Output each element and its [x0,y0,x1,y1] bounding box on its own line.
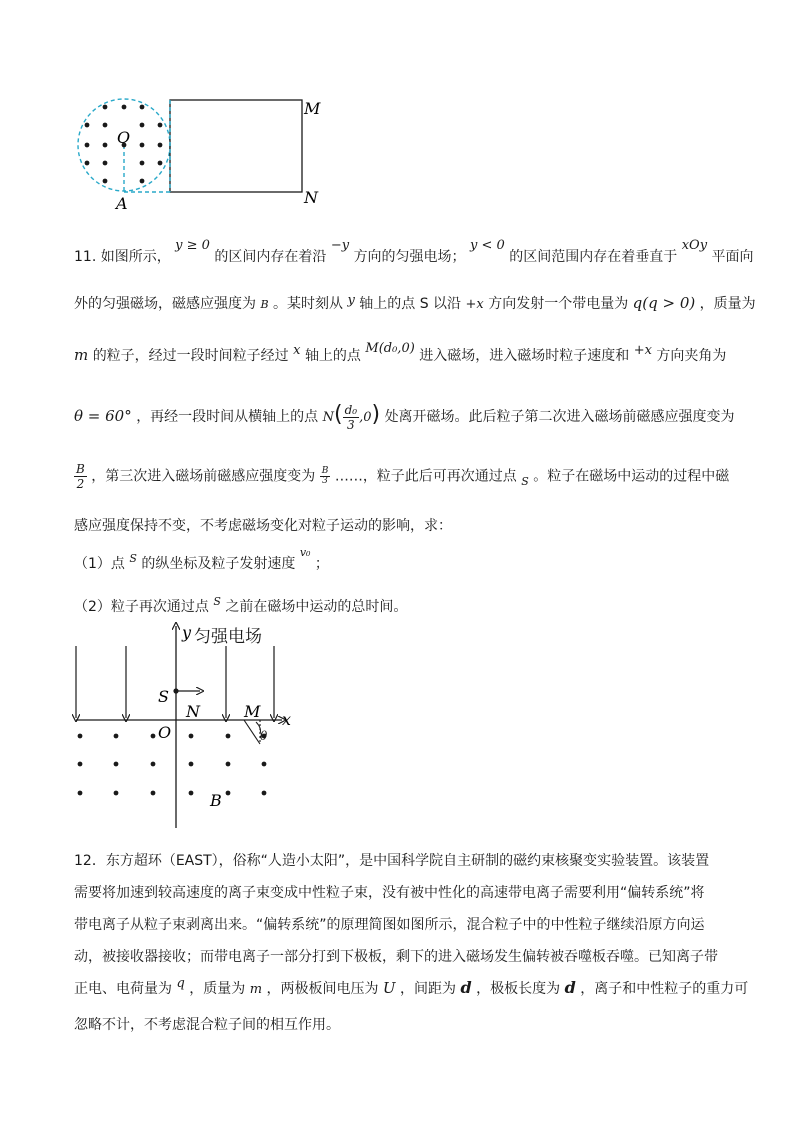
figure-1-magnetic-circle [70,92,340,217]
label-O: O [117,128,131,147]
q12-line-5: 正电、电荷量为 q ，质量为 m ，两极板间电压为 U ，间距为 d ，极板长度为 d ，离子和中性粒子的重力可 [74,976,749,997]
label-M: M [244,702,261,721]
fraction-B-over-3: $\frac{B}{3}$ [321,466,329,486]
label-B: B [210,791,222,810]
q11-line-1: 11. 如图所示， y ≥ 0 的区间内存在着沿 −y 方向的匀强电场； y < 0 的区间范围内存在着垂直于 xOy 平面向 [74,238,754,265]
label-theta: θ [260,729,268,743]
q11-part-2: （2）粒子再次通过点 $^S$ 之前在磁场中运动的总时间。 [74,595,408,615]
rectangle-region [170,100,302,192]
q12-line-2: 需要将加速到较高速度的离子束变成中性粒子束，没有被中性化的高速带电离子需要利用“偏转系统”将 [74,885,705,901]
label-S: S [158,687,169,706]
magnetic-field-dots [78,734,267,796]
label-N: N [186,702,200,721]
label-O: O [158,723,172,742]
q12-line-6: 忽略不计，不考虑混合粒子间的相互作用。 [74,1017,340,1033]
q11-number: 11. [74,249,97,265]
q11-line-3: m 的粒子，经过一段时间粒子经过 x 轴上的点 M(d₀,0) 进入磁场，进入磁场时粒子速度和 +x 方向夹角为 [74,341,727,364]
q11-line-4: θ = 60° ，再经一段时间从横轴上的点 N( $\frac{\text{d₀}}{3}$ ,0) 处离开磁场。此后粒子第二次进入磁场前磁感应强度变为 [74,402,735,432]
label-A: A [116,194,128,213]
label-electric-field: 匀强电场 [194,627,262,647]
figure-2-field-diagram [60,616,320,836]
label-y: y [182,623,192,642]
q11-line-2: 外的匀强磁场，磁感应强度为 B 。某时刻从 y 轴上的点 S 以沿 +x 方向发射一个带电量为 q(q > 0) ，质量为 [74,293,756,312]
label-M: M [304,99,321,118]
fraction-B-over-2: $\frac{B}{2}$ [76,462,85,491]
q11-line-6: 感应强度保持不变，不考虑磁场变化对粒子运动的影响，求： [74,518,452,534]
q12-line-4: 动，被接收器接收；而带电离子一部分打到下极板，剩下的进入磁场发生偏转被吞噬板吞噬。已知离子带 [74,949,718,965]
q12-line-1: 12．东方超环（EAST），俗称“人造小太阳”，是中国科学院自主研制的磁约束核聚变实验装置。该装置 [74,853,710,869]
q11-part-1: （1）点 $^S$ 的纵坐标及粒子发射速度 $^{v_0}$ ； [74,546,329,572]
fraction-d0-over-3: $\frac{\text{d₀}}{3}$ [344,402,358,432]
q11-line-5: $\frac{B}{2}$ ，第三次进入磁场前磁感应强度变为 $\frac{B}{3}$ ……，粒子此后可再次通过点 $_S$ 。粒子在磁场中运动的过程中磁 [76,462,730,491]
q12-line-3: 带电离子从粒子束剥离出来。“偏转系统”的原理简图如图所示，混合粒子中的中性粒子继续沿原方向运 [74,917,705,933]
label-x: x [282,710,292,729]
label-N: N [304,188,318,207]
